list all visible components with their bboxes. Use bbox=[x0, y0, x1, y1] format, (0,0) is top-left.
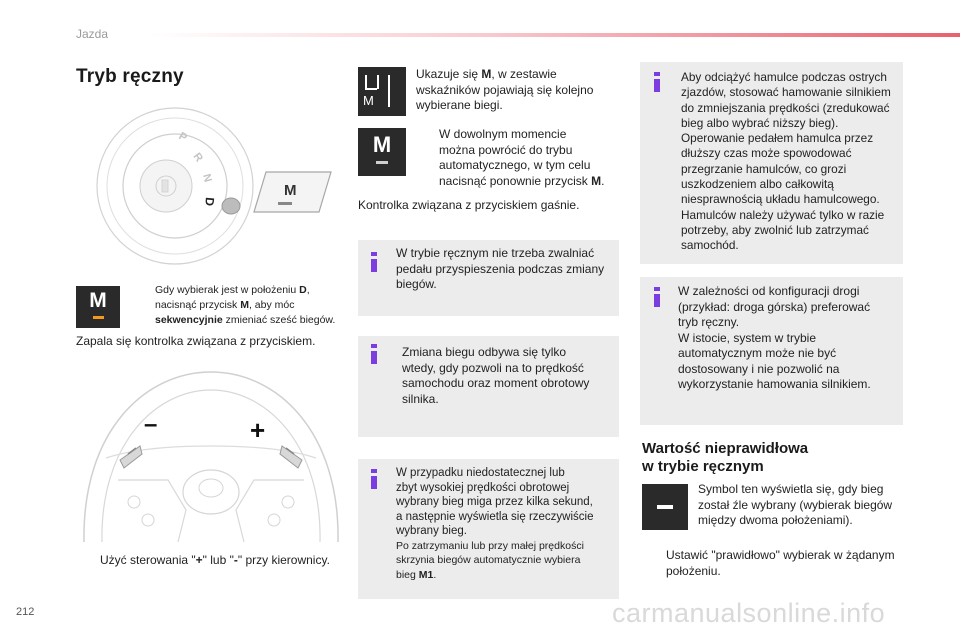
minus-sign: – bbox=[144, 411, 158, 438]
info-icon bbox=[654, 72, 660, 92]
info-line: zbyt wysokiej prędkości obrotowej bbox=[396, 481, 570, 494]
m-lamp-off-icon: M bbox=[358, 128, 406, 176]
step-3-text: W dowolnym momencie można powrócić do trybu automatycznego, w tym celu nacisnąć ponownie przycisk M. bbox=[439, 127, 605, 188]
info-line: automatycznym może nie być bbox=[678, 346, 837, 360]
info-line: Hamulców należy używać tylko w razie bbox=[681, 207, 885, 222]
gear-display-icon: M bbox=[358, 67, 406, 116]
info-line: bieg M1. bbox=[396, 568, 437, 581]
gear-letter-n: N bbox=[200, 172, 214, 184]
info-line: bieg albo wybrać niższy bieg). bbox=[681, 115, 839, 130]
info-line: uszkodzeniem albo całkowitą bbox=[681, 177, 834, 192]
info-box-rpm bbox=[358, 459, 619, 599]
info-line: zjazdów, stosować hamowanie silnikiem bbox=[681, 85, 891, 100]
info-line: a następnie wyświetla się rzeczywiście bbox=[396, 510, 594, 523]
m-lamp-on-icon: M bbox=[76, 286, 120, 328]
lamp-off-note: Kontrolka związana z przyciskiem gaśnie. bbox=[358, 198, 580, 212]
invalid-value-icon bbox=[642, 484, 688, 530]
info-box-gear-change bbox=[358, 336, 619, 437]
info-line: samochodu oraz moment obrotowy bbox=[402, 376, 590, 390]
info-icon bbox=[371, 252, 377, 272]
info-line: Aby odciążyć hamulce podczas ostrych bbox=[681, 70, 887, 84]
info-line: Po zatrzymaniu lub przy małej prędkości bbox=[396, 539, 584, 552]
info-line: dostosowany i nie pozwolić na bbox=[678, 361, 840, 376]
page-title: Tryb ręczny bbox=[76, 66, 184, 87]
section-label: Jazda bbox=[76, 27, 109, 41]
info-line: (przykład: droga górska) preferować bbox=[678, 299, 871, 314]
header-divider bbox=[150, 33, 960, 37]
info-line: skrzynia biegów automatycznie wybiera bbox=[396, 554, 581, 566]
info-line: przegrzanie hamulców, co grozi bbox=[681, 161, 847, 176]
watermark: carmanualsonline.info bbox=[612, 598, 886, 628]
info-box-braking bbox=[640, 62, 903, 264]
display-note-text: Ukazuje się M, w zestawie wskaźników pojawiają się kolejno wybierane biegi. bbox=[416, 67, 594, 112]
invalid-description: Symbol ten wyświetla się, gdy bieg został źle wybrany (wybierak biegów między dwoma położeniami). bbox=[698, 482, 893, 527]
gear-letter-r: R bbox=[190, 150, 205, 165]
info-line: W zależności od konfiguracji drogi bbox=[678, 284, 860, 298]
info-line: dłuższy czas może spowodować bbox=[681, 146, 852, 161]
info-line: Operowanie pedałem hamulca przez bbox=[681, 131, 874, 146]
info-line: W przypadku niedostatecznej lub bbox=[396, 467, 565, 479]
info-icon bbox=[371, 344, 377, 364]
invalid-section-title: Wartość nieprawidłowa w trybie ręcznym bbox=[642, 440, 809, 475]
info-box-road-config bbox=[640, 277, 903, 425]
info-line: samochód. bbox=[681, 238, 739, 253]
info-line: potrzeby, aby zwolnić lub zatrzymać bbox=[681, 222, 869, 237]
info-line: biegów. bbox=[396, 277, 437, 291]
page-number: 212 bbox=[16, 606, 35, 618]
info-line: wykorzystanie hamowania silnikiem. bbox=[678, 377, 871, 391]
info-line: pedału przyspieszenia podczas zmiany bbox=[396, 261, 605, 276]
info-line: do zmniejszania prędkości (zredukować bbox=[681, 100, 890, 115]
step-2-text: Użyć sterowania "+" lub "-" przy kierownicy. bbox=[100, 553, 330, 567]
info-line: tryb ręczny. bbox=[678, 315, 740, 329]
plus-paddle bbox=[280, 446, 302, 468]
lamp-on-note: Zapala się kontrolka związana z przyciskiem. bbox=[76, 334, 316, 348]
plus-sign: + bbox=[250, 415, 266, 445]
gear-letter-p: P bbox=[176, 130, 189, 145]
minus-paddle bbox=[120, 446, 142, 468]
info-line: wybrany bieg. bbox=[396, 525, 467, 537]
info-line: W trybie ręcznym nie trzeba zwalniać bbox=[396, 246, 595, 260]
steering-wheel-illustration bbox=[76, 360, 346, 542]
gear-letter-d: D bbox=[202, 196, 217, 207]
info-box-accelerator bbox=[358, 240, 619, 316]
m-button-label: M bbox=[284, 182, 297, 199]
info-line: wtedy, gdy pozwoli na to prędkość bbox=[402, 360, 584, 375]
info-icon bbox=[654, 287, 660, 307]
info-line: niesprawnością układu hamulcowego. bbox=[681, 192, 880, 207]
gear-selector-illustration bbox=[76, 100, 346, 275]
info-icon bbox=[371, 469, 377, 489]
info-line: silnika. bbox=[402, 391, 439, 406]
info-line: wybrany bieg miga przez kilka sekund, bbox=[396, 496, 593, 508]
invalid-step-text: Ustawić "prawidłowo" wybierak w żądanym położeniu. bbox=[666, 548, 895, 578]
step-1-text: Gdy wybierak jest w położeniu D, nacisnąć przycisk M, aby móc sekwencyjnie zmieniać sześć biegów. bbox=[155, 284, 336, 326]
info-line: W istocie, system w trybie bbox=[678, 330, 817, 345]
info-line: Zmiana biegu odbywa się tylko bbox=[402, 345, 567, 359]
